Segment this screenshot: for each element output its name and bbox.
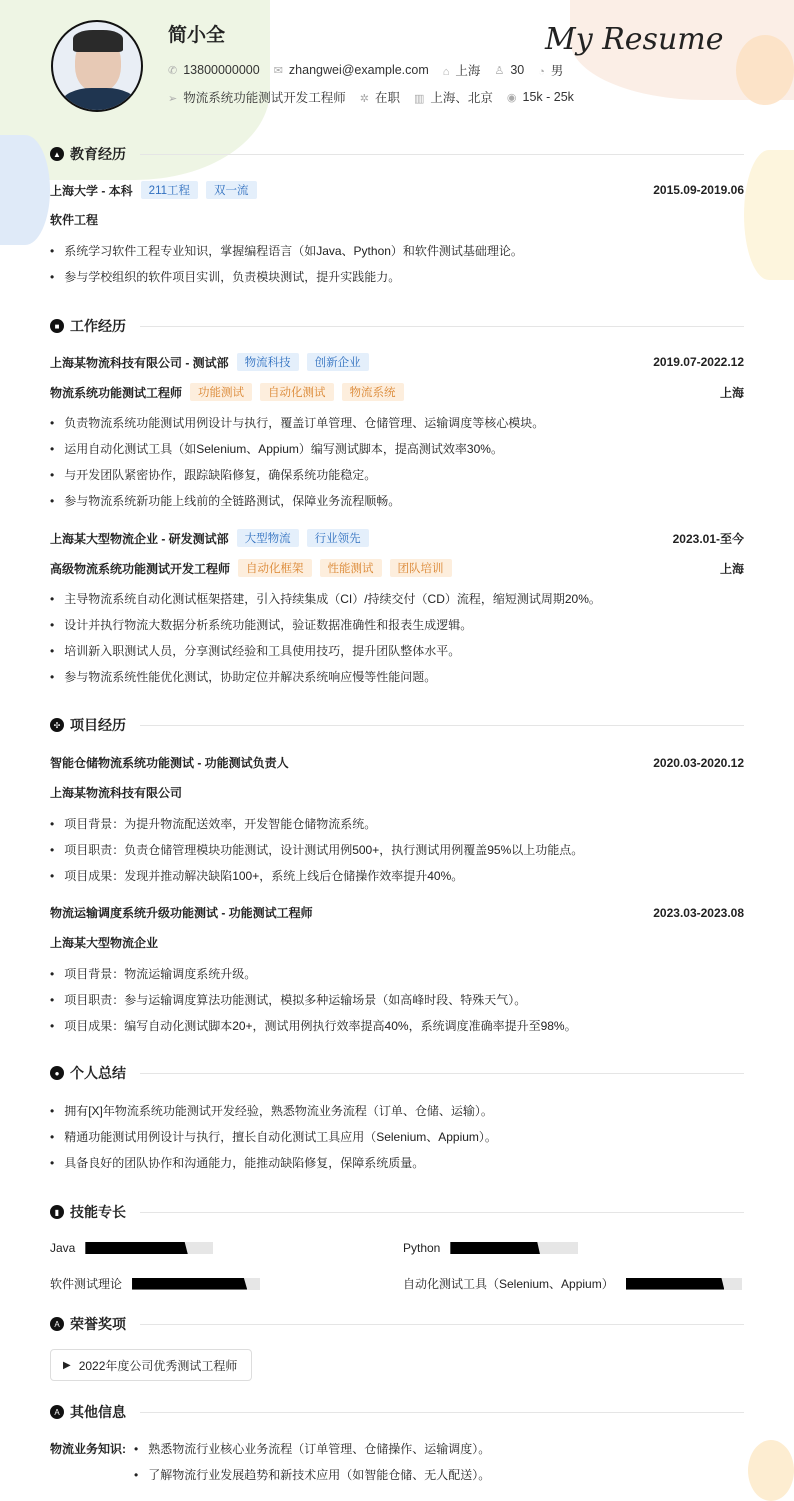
list-item: • 项目职责：负责仓储管理模块功能测试，设计测试用例500+，执行测试用例覆盖95%以上功能点。: [50, 841, 583, 858]
org: 上海某物流科技有限公司: [50, 786, 183, 800]
date: 2015.09-2019.06: [653, 183, 744, 197]
salary-icon: ◉: [506, 92, 517, 104]
list-item: • 项目成果：发现并推动解决缺陷100+，系统上线后仓储操作效率提升40%。: [50, 867, 463, 884]
award-item[interactable]: [50, 1349, 252, 1381]
gender: 男: [550, 64, 564, 78]
tag: 性能测试: [320, 559, 382, 577]
skill-automation: [403, 1275, 742, 1292]
list-item: • 负责物流系统功能测试用例设计与执行，覆盖订单管理、仓储管理、运输调度等核心模块。: [50, 414, 544, 431]
decor-flower-bottom: [748, 1440, 794, 1501]
major: 软件工程: [50, 213, 99, 227]
list-item: • 参与物流系统新功能上线前的全链路测试，保障业务流程顺畅。: [50, 492, 400, 509]
project-row: [50, 754, 744, 771]
phone-icon: ✆: [168, 65, 178, 77]
list-item: • 项目背景：物流运输调度系统升级。: [50, 965, 256, 982]
tag: 物流科技: [237, 353, 299, 371]
list-item: • 主导物流系统自动化测试框架搭建，引入持续集成（CI）/持续交付（CD）流程，缩短测试周期20%。: [50, 590, 601, 607]
skill-python: [403, 1241, 578, 1255]
section-title: 荣誉奖项: [70, 1316, 126, 1332]
city: 上海: [719, 385, 744, 400]
graduation-cap-icon: ▲: [50, 147, 64, 161]
project-title: 智能仓储物流系统功能测试 - 功能测试负责人: [50, 756, 289, 770]
list-item: • 了解物流行业发展趋势和新技术应用（如智能仓储、无人配送）。: [134, 1466, 490, 1483]
user-icon: ●: [50, 1066, 64, 1080]
section-awards: [50, 1314, 744, 1334]
skill-bar-fill: [132, 1278, 247, 1290]
tag: 行业领先: [307, 529, 369, 547]
target-city: 上海、北京: [430, 91, 493, 105]
project-title: 物流运输调度系统升级功能测试 - 功能测试工程师: [50, 906, 313, 920]
name: 简小全: [168, 25, 226, 46]
org-row: [50, 784, 744, 801]
education-row: [50, 181, 744, 199]
age: 30: [510, 63, 525, 77]
award-icon: A: [50, 1317, 64, 1331]
date: 2023.01-至今: [672, 531, 744, 546]
tag: 自动化测试: [260, 383, 334, 401]
info-icon: A: [50, 1405, 64, 1419]
tag: 大型物流: [237, 529, 299, 547]
skill-name: Python: [403, 1241, 441, 1255]
tag: 物流系统: [342, 383, 404, 401]
org-row: [50, 934, 744, 951]
section-work: [50, 316, 744, 336]
skill-bar: [132, 1278, 260, 1290]
skill-bar-fill: [626, 1278, 725, 1290]
date: 2023.03-2023.08: [653, 905, 744, 920]
skill-testing-theory: [50, 1275, 260, 1292]
list-item: • 系统学习软件工程专业知识，掌握编程语言（如Java、Python）和软件测试基础理论。: [50, 242, 523, 259]
role: 高级物流系统功能测试开发工程师: [50, 561, 231, 576]
contact-row: [168, 61, 563, 79]
list-item: • 项目成果：编写自动化测试脚本20+，测试用例执行效率提高40%，系统调度准确率提升至98%。: [50, 1017, 577, 1034]
project-row: [50, 904, 744, 921]
section-title: 个人总结: [70, 1065, 126, 1081]
list-item: • 参与学校组织的软件项目实训，负责模块测试，提升实践能力。: [50, 268, 400, 285]
chart-icon: ▮: [50, 1205, 64, 1219]
company: 上海某大型物流企业 - 研发测试部: [50, 531, 229, 546]
role: 物流系统功能测试工程师: [50, 385, 183, 400]
list-item: • 精通功能测试用例设计与执行，擅长自动化测试工具应用（Selenium、Appium）。: [50, 1128, 497, 1145]
section-projects: [50, 715, 744, 735]
skill-bar: [85, 1242, 213, 1254]
list-item: • 项目背景：为提升物流配送效率，开发智能仓储物流系统。: [50, 815, 376, 832]
salary: 15k - 25k: [522, 90, 574, 104]
skill-bar-fill: [450, 1242, 540, 1254]
date: 2020.03-2020.12: [653, 755, 744, 770]
section-title: 其他信息: [70, 1404, 126, 1420]
city: 上海: [719, 561, 744, 576]
section-education: [50, 144, 744, 164]
list-item: • 项目职责：参与运输调度算法功能测试，模拟多种运输场景（如高峰时段、特殊天气）。: [50, 991, 526, 1008]
grid-icon: ✣: [50, 718, 64, 732]
role-row: [50, 559, 744, 577]
section-summary: [50, 1063, 744, 1083]
decor-yellow-blob: [744, 150, 794, 280]
section-title: 项目经历: [70, 717, 126, 733]
date: 2019.07-2022.12: [653, 355, 744, 369]
tag: 功能测试: [190, 383, 252, 401]
list-item: • 具备良好的团队协作和沟通能力，能推动缺陷修复，保障系统质量。: [50, 1154, 424, 1171]
job-row: [168, 88, 574, 106]
award-label: 2022年度公司优秀测试工程师: [78, 1358, 238, 1373]
mail-icon: ✉: [273, 65, 283, 77]
home-icon: ⌂: [442, 66, 450, 78]
tag: 双一流: [206, 181, 257, 199]
section-title: 工作经历: [70, 318, 126, 334]
tag: 211工程: [141, 181, 198, 199]
list-item: • 与开发团队紧密协作，跟踪缺陷修复，确保系统功能稳定。: [50, 466, 376, 483]
gender-icon: ◔: [538, 66, 545, 78]
skill-bar: [626, 1278, 742, 1290]
caret-right-icon: ▶: [63, 1359, 71, 1371]
tag: 创新企业: [307, 353, 369, 371]
list-item: • 培训新入职测试人员，分享测试经验和工具使用技巧，提升团队整体水平。: [50, 642, 460, 659]
resume-header: [0, 0, 794, 130]
building-icon: ▥: [413, 93, 425, 105]
list-item: • 参与物流系统性能优化测试，协助定位并解决系统响应慢等性能问题。: [50, 668, 436, 685]
list-item: • 运用自动化测试工具（如Selenium、Appium）编写测试脚本，提高测试效率30%。: [50, 440, 503, 457]
age-icon: ♙: [494, 65, 505, 77]
job-status: 在职: [374, 91, 400, 105]
phone: 13800000000: [183, 63, 260, 77]
list-item: • 设计并执行物流大数据分析系统功能测试，验证数据准确性和报表生成逻辑。: [50, 616, 472, 633]
company: 上海某物流科技有限公司 - 测试部: [50, 355, 229, 370]
skill-name: Java: [50, 1241, 76, 1255]
email[interactable]: zhangwei@example.com: [288, 63, 429, 77]
company-row: [50, 353, 744, 371]
city: 上海: [455, 64, 481, 78]
tag: 自动化框架: [238, 559, 312, 577]
other-label: 物流业务知识:: [50, 1442, 126, 1456]
status-icon: ✲: [359, 93, 369, 105]
list-item: • 熟悉物流行业核心业务流程（订单管理、仓储操作、运输调度）。: [134, 1440, 490, 1457]
decor-blue-leaf: [0, 135, 50, 245]
send-icon: ➢: [168, 93, 178, 105]
skill-name: 软件测试理论: [50, 1277, 123, 1291]
skill-bar-fill: [85, 1242, 187, 1254]
tag: 团队培训: [390, 559, 452, 577]
section-skills: [50, 1202, 744, 1222]
skill-bar: [450, 1242, 578, 1254]
section-other: [50, 1402, 744, 1422]
school: 上海大学 - 本科: [50, 183, 133, 198]
list-item: • 拥有[X]年物流系统功能测试开发经验，熟悉物流业务流程（订单、仓储、运输）。: [50, 1102, 493, 1119]
job-title: 物流系统功能测试开发工程师: [183, 91, 346, 105]
skill-java: [50, 1241, 213, 1255]
org: 上海某大型物流企业: [50, 936, 159, 950]
script-title: My Resume: [545, 22, 724, 57]
avatar: [51, 20, 143, 112]
role-row: [50, 383, 744, 401]
section-title: 教育经历: [70, 146, 126, 162]
company-row: [50, 529, 744, 547]
section-title: 技能专长: [70, 1204, 126, 1220]
skill-name: 自动化测试工具（Selenium、Appium）: [403, 1277, 614, 1291]
major-row: [50, 211, 744, 228]
briefcase-icon: ■: [50, 319, 64, 333]
